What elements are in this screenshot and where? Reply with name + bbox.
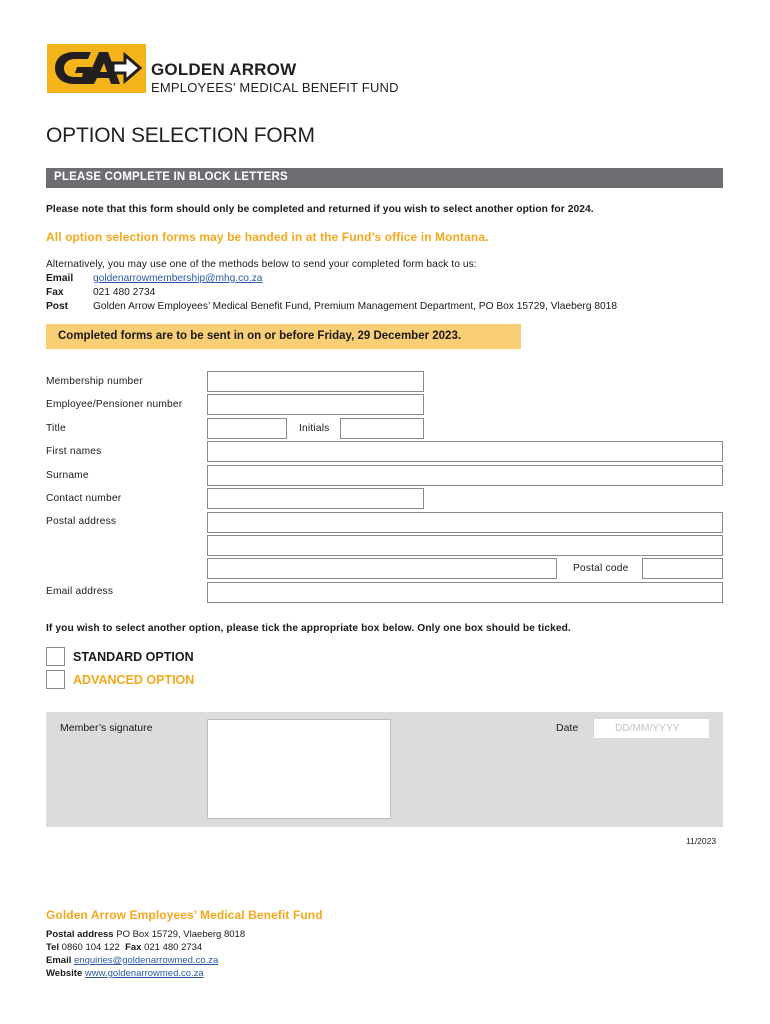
footer-website-link[interactable]: www.goldenarrowmed.co.za [84,968,204,979]
contact-post-row [46,301,617,312]
postal-code-field[interactable] [642,558,723,579]
employee-number-label: Employee/Pensioner number [46,399,183,410]
brand-name: GOLDEN ARROW [151,60,297,79]
footer-postal-row [46,929,245,940]
footer-postal-value: PO Box 15729, Vlaeberg 8018 [116,929,246,940]
date-field[interactable]: DD/MM/YYYY [593,718,710,739]
form-version: 11/2023 [686,836,717,846]
footer-tel-label: Tel [46,942,60,953]
contact-fax-row [46,287,155,298]
contact-number-label: Contact number [46,493,122,504]
surname-label: Surname [46,470,89,481]
email-address-label: Email address [46,586,114,597]
footer-fax-value: 021 480 2734 [144,942,203,953]
postal-address-line-2[interactable] [207,535,723,556]
signature-label: Member’s signature [60,722,153,734]
contact-number-field[interactable] [207,488,424,509]
deadline-notice: Completed forms are to be sent in on or before Friday, 29 December 2023. [46,324,521,349]
golden-arrow-logo [47,44,146,93]
postal-address-label: Postal address [46,516,117,527]
contact-fax-label: Fax [46,287,64,298]
contact-post-value: Golden Arrow Employees’ Medical Benefit Fund, Premium Management Department, PO Box 15729, Vlaeberg 8018 [93,301,617,312]
footer-email-row [46,955,218,966]
option-instruction: If you wish to select another option, please tick the appropriate box below. Only one box should be ticked. [46,623,571,634]
advanced-option-checkbox[interactable] [46,670,65,689]
advanced-option-label: ADVANCED OPTION [73,673,195,687]
standard-option-checkbox[interactable] [46,647,65,666]
footer-website-label: Website [46,968,83,979]
first-names-field[interactable] [207,441,723,462]
employee-number-field[interactable] [207,394,424,415]
date-label: Date [556,722,579,734]
standard-option-label: STANDARD OPTION [73,650,194,664]
footer-email-label: Email [46,955,72,966]
brand-subtitle: EMPLOYEES’ MEDICAL BENEFIT FUND [151,80,399,95]
selection-note: Please note that this form should only be completed and returned if you wish to select another option for 2024. [46,204,594,215]
office-note: All option selection forms may be handed in at the Fund’s office in Montana. [46,230,489,244]
footer-postal-label: Postal address [46,929,114,940]
email-address-field[interactable] [207,582,723,603]
footer-tel-value: 0860 104 122 [61,942,120,953]
title-field[interactable] [207,418,287,439]
initials-field[interactable] [340,418,424,439]
footer-website-row [46,968,204,979]
alternative-methods-note: Alternatively, you may use one of the methods below to send your completed form back to us: [46,259,477,270]
contact-email-link[interactable]: goldenarrowmembership@mhg.co.za [93,273,263,284]
footer-email-link[interactable]: enquiries@goldenarrowmed.co.za [74,955,219,966]
contact-email-label: Email [46,273,74,284]
contact-email-row [46,273,262,284]
surname-field[interactable] [207,465,723,486]
contact-post-label: Post [46,301,69,312]
signature-field[interactable] [207,719,391,819]
block-letters-banner: PLEASE COMPLETE IN BLOCK LETTERS [46,168,723,188]
page-title: OPTION SELECTION FORM [46,124,315,147]
membership-number-field[interactable] [207,371,424,392]
footer-fax-label: Fax [125,942,142,953]
footer-phone-row [46,942,202,953]
postal-address-line-3[interactable] [207,558,557,579]
footer-title: Golden Arrow Employees’ Medical Benefit Fund [46,908,323,922]
contact-fax-value: 021 480 2734 [93,287,156,298]
postal-address-line-1[interactable] [207,512,723,533]
postal-code-label: Postal code [573,563,629,574]
first-names-label: First names [46,446,102,457]
initials-label: Initials [299,423,330,434]
title-label: Title [46,423,66,434]
membership-number-label: Membership number [46,376,143,387]
